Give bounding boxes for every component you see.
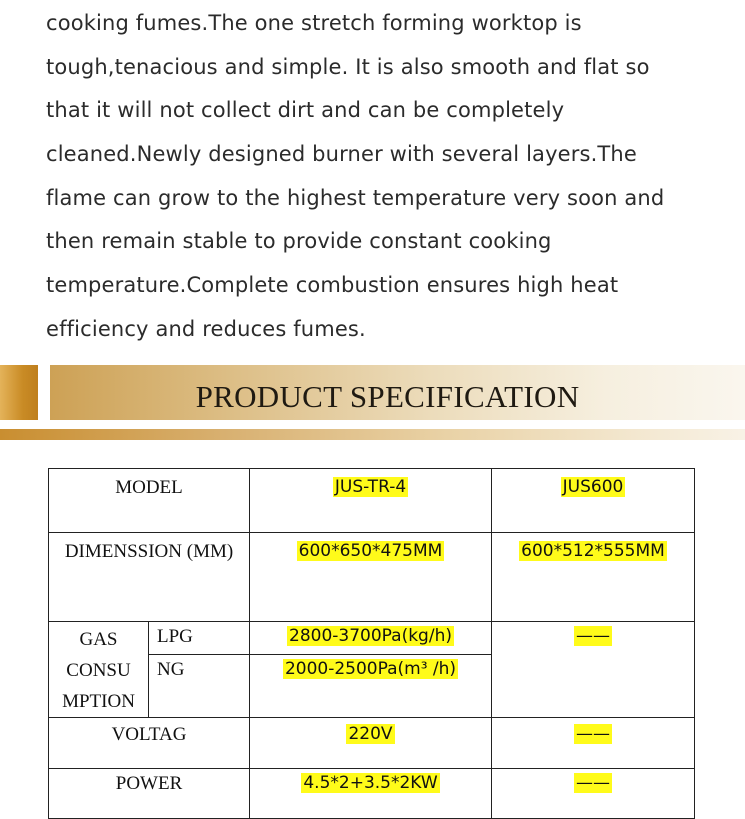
model-label: MODEL <box>115 477 183 498</box>
banner-underline <box>0 429 745 440</box>
model-cell <box>492 469 695 533</box>
voltage-value: 220V <box>348 724 393 744</box>
power-cell <box>250 769 492 819</box>
gas-label-line: CONSU <box>66 660 131 681</box>
dimension-value: 600*512*555MM <box>521 541 665 561</box>
ng-value: 2000-2500Pa(m³ /h) <box>284 658 457 679</box>
voltage-value: —— <box>576 724 610 744</box>
table-row <box>49 718 695 769</box>
dimension-value: 600*650*475MM <box>298 541 443 561</box>
description-line: cooking fumes.The one stretch forming worktop is <box>46 11 582 35</box>
section-title: PRODUCT SPECIFICATION <box>195 379 580 414</box>
description-line: that it will not collect dirt and can be completely <box>46 98 565 123</box>
dimension-cell <box>492 533 695 622</box>
dimension-cell <box>250 533 492 622</box>
voltage-cell <box>250 718 492 769</box>
table-row <box>49 769 695 819</box>
lpg-label-cell <box>149 622 250 655</box>
description-line: tough,tenacious and simple. It is also smooth and flat so <box>46 54 650 79</box>
spec-table <box>48 468 695 819</box>
model-value: JUS-TR-4 <box>334 477 407 497</box>
voltage-label-cell <box>49 718 250 769</box>
ng-value-cell <box>250 654 492 717</box>
dimension-label-cell <box>49 533 250 622</box>
description-line: temperature.Complete combustion ensures high heat <box>46 273 619 298</box>
ng-label-cell <box>149 654 250 717</box>
dimension-label: DIMENSSION (MM) <box>64 541 234 562</box>
power-value: 4.5*2+3.5*2KW <box>303 773 438 793</box>
power-label: POWER <box>115 773 183 794</box>
lpg-value-cell <box>250 622 492 655</box>
lpg-value: 2800-3700Pa(kg/h) <box>289 626 452 646</box>
section-banner <box>0 365 745 441</box>
gas-consumption-label-cell <box>49 622 149 718</box>
model-cell <box>250 469 492 533</box>
gas-label-line: MPTION <box>62 691 135 712</box>
ng-label: NG <box>157 658 185 680</box>
description-line: efficiency and reduces fumes. <box>46 316 366 341</box>
description-line: flame can grow to the highest temperature very soon and <box>46 185 665 210</box>
product-description <box>46 2 736 352</box>
model-label-cell <box>49 469 250 533</box>
lpg-label: LPG <box>157 626 193 647</box>
power-cell <box>492 769 695 819</box>
description-line: then remain stable to provide constant cooking <box>46 229 552 254</box>
voltage-cell <box>492 718 695 769</box>
gas-other-value: —— <box>576 626 610 646</box>
model-value: JUS600 <box>562 477 624 497</box>
power-value: —— <box>576 773 610 793</box>
table-row <box>49 469 695 533</box>
description-line: cleaned.Newly designed burner with several layers.The <box>46 142 637 167</box>
table-row <box>49 622 695 655</box>
gas-label-line: GAS <box>79 629 118 650</box>
gas-other-cell <box>492 622 695 718</box>
power-label-cell <box>49 769 250 819</box>
table-row <box>49 533 695 622</box>
voltage-label: VOLTAG <box>111 724 187 745</box>
